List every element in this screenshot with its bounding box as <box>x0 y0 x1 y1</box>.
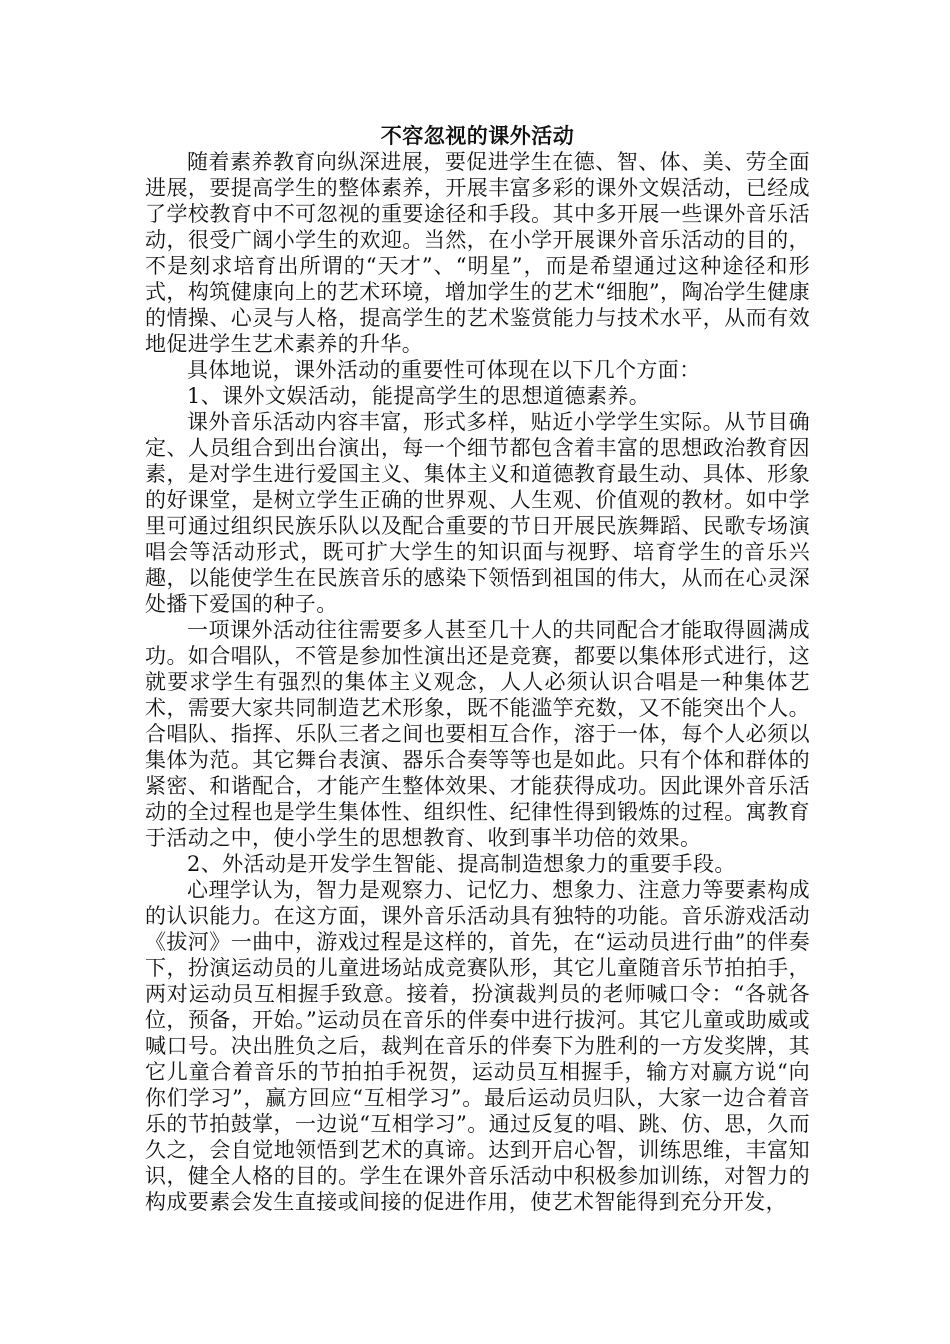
paragraph-section-1a: 课外音乐活动内容丰富，形式多样，贴近小学学生实际。从节目确定、人员组合到出台演出，每一个细节都包含着丰富的思想政治教育因素，是对学生进行爱国主义、集体主义和道德教育最生动、具体、形象的好课堂，是树立学生正确的世界观、人生观、价值观的教材。如中学里可通过组织民族乐队以及配合重要的节日开展民族舞蹈、民歌专场演唱会等活动形式，既可扩大学生的知识面与视野、培育学生的音乐兴趣，以能使学生在民族音乐的感染下领悟到祖国的伟大，从而在心灵深处播下爱国的种子。 <box>145 410 810 616</box>
paragraph-section-1b: 一项课外活动往往需要多人甚至几十人的共同配合才能取得圆满成功。如合唱队，不管是参加性演出还是竞赛，都要以集体形式进行，这就要求学生有强烈的集体主义观念，人人必须认识合唱是一种集体艺术，需要大家共同制造艺术形象，既不能滥竽充数，又不能突出个人。合唱队、指挥、乐队三者之间也要相互合作，溶于一体，每个人必须以集体为范。其它舞台表演、器乐合奏等等也是如此。只有个体和群体的紧密、和谐配合，才能产生整体效果、才能获得成功。因此课外音乐活动的全过程也是学生集体性、组织性、纪律性得到锻炼的过程。寓教育于活动之中，使小学生的思想教育、收到事半功倍的效果。 <box>145 618 810 850</box>
paragraph-overview: 具体地说，课外活动的重要性可体现在以下几个方面： <box>187 358 701 382</box>
section-heading-1: 1、课外文娱活动，能提高学生的思想道德素养。 <box>187 384 651 408</box>
document-page <box>145 123 810 1215</box>
section-heading-2: 2、外活动是开发学生智能、提高制造想象力的重要手段。 <box>187 852 736 876</box>
document-title: 不容忽视的课外活动 <box>380 123 575 148</box>
paragraph-section-2a: 心理学认为，智力是观察力、记忆力、想象力、注意力等要素构成的认识能力。在这方面，课外音乐活动具有独特的功能。音乐游戏活动《拔河》一曲中，游戏过程是这样的，首先，在“运动员进行曲”的伴奏下，扮演运动员的儿童进场站成竞赛队形，其它儿童随音乐节拍拍手，两对运动员互相握手致意。接着，扮演裁判员的老师喊口令：“各就各位，预备，开始。”运动员在音乐的伴奏中进行拔河。其它儿童或助威或喊口号。决出胜负之后，裁判在音乐的伴奏下为胜利的一方发奖牌，其它儿童合着音乐的节拍拍手祝贺，运动员互相握手，输方对赢方说“向你们学习”，赢方回应“互相学习”。最后运动员归队，大家一边合着音乐的节拍鼓掌，一边说“互相学习”。通过反复的唱、跳、仿、思，久而久之，会自觉地领悟到艺术的真谛。达到开启心智，训练思维，丰富知识，健全人格的目的。学生在课外音乐活动中积极参加训练，对智力的构成要素会发生直接或间接的促进作用，使艺术智能得到充分开发， <box>145 878 810 1214</box>
paragraph-intro: 随着素养教育向纵深进展，要促进学生在德、智、体、美、劳全面进展，要提高学生的整体素养，开展丰富多彩的课外文娱活动，已经成了学校教育中不可忽视的重要途径和手段。其中多开展一些课外音乐活动，很受广阔小学生的欢迎。当然，在小学开展课外音乐活动的目的，不是刻求培育出所谓的“天才”、“明星”，而是希望通过这种途径和形式，构筑健康向上的艺术环境，增加学生的艺术“细胞”，陶冶学生健康的情操、心灵与人格，提高学生的艺术鉴赏能力与技术水平，从而有效地促进学生艺术素养的升华。 <box>145 150 810 356</box>
